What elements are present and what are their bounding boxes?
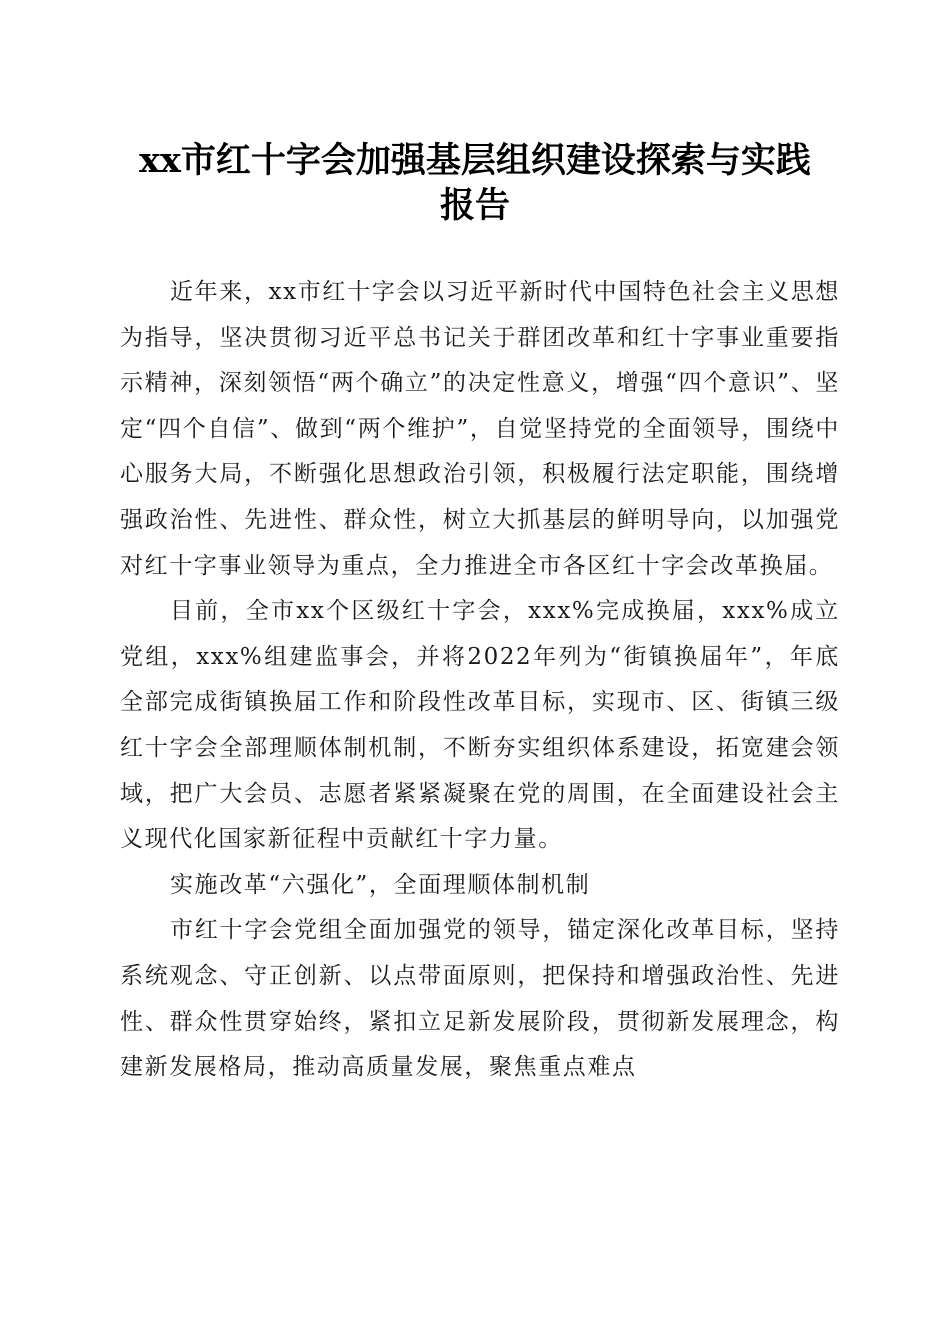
paragraph-status: 目前，全市xx个区级红十字会，xxx%完成换届，xxx%成立党组，xxx%组建监事会，并将2022年列为“街镇换届年”，年底全部完成街镇换届工作和阶段性改革目标，实现市、区、街镇三级红十字会全部理顺体制机制，不断夯实组织体系建设，拓宽建会领域，把广大会员、志愿者紧紧凝聚在党的周围，在全面建设社会主义现代化国家新征程中贡献红十字力量。 — [120, 598, 840, 853]
title-line-1: xx市红十字会加强基层组织建设探索与实践 — [139, 140, 811, 181]
paragraph-reform: 市红十字会党组全面加强党的领导，锚定深化改革目标，坚持系统观念、守正创新、以点带面原则，把保持和增强政治性、先进性、群众性贯穿始终，紧扣立足新发展阶段，贯彻新发展理念，构建新发展格局，推动高质量发展，聚焦重点难点 — [120, 917, 840, 1081]
paragraph-intro: 近年来，xx市红十字会以习近平新时代中国特色社会主义思想为指导，坚决贯彻习近平总书记关于群团改革和红十字事业重要指示精神，深刻领悟“两个确立”的决定性意义，增强“四个意识”、坚定“四个自信”、做到“两个维护”，自觉坚持党的全面领导，围绕中心服务大局，不断强化思想政治引领，积极履行法定职能，围绕增强政治性、先进性、群众性，树立大抓基层的鲜明导向，以加强党对红十字事业领导为重点，全力推进全市各区红十字会改革换届。 — [120, 279, 840, 579]
document-title — [100, 138, 850, 228]
section-heading: 实施改革“六强化”，全面理顺体制机制 — [170, 871, 591, 898]
document-body — [120, 270, 840, 1091]
title-line-2: 报告 — [439, 185, 510, 226]
